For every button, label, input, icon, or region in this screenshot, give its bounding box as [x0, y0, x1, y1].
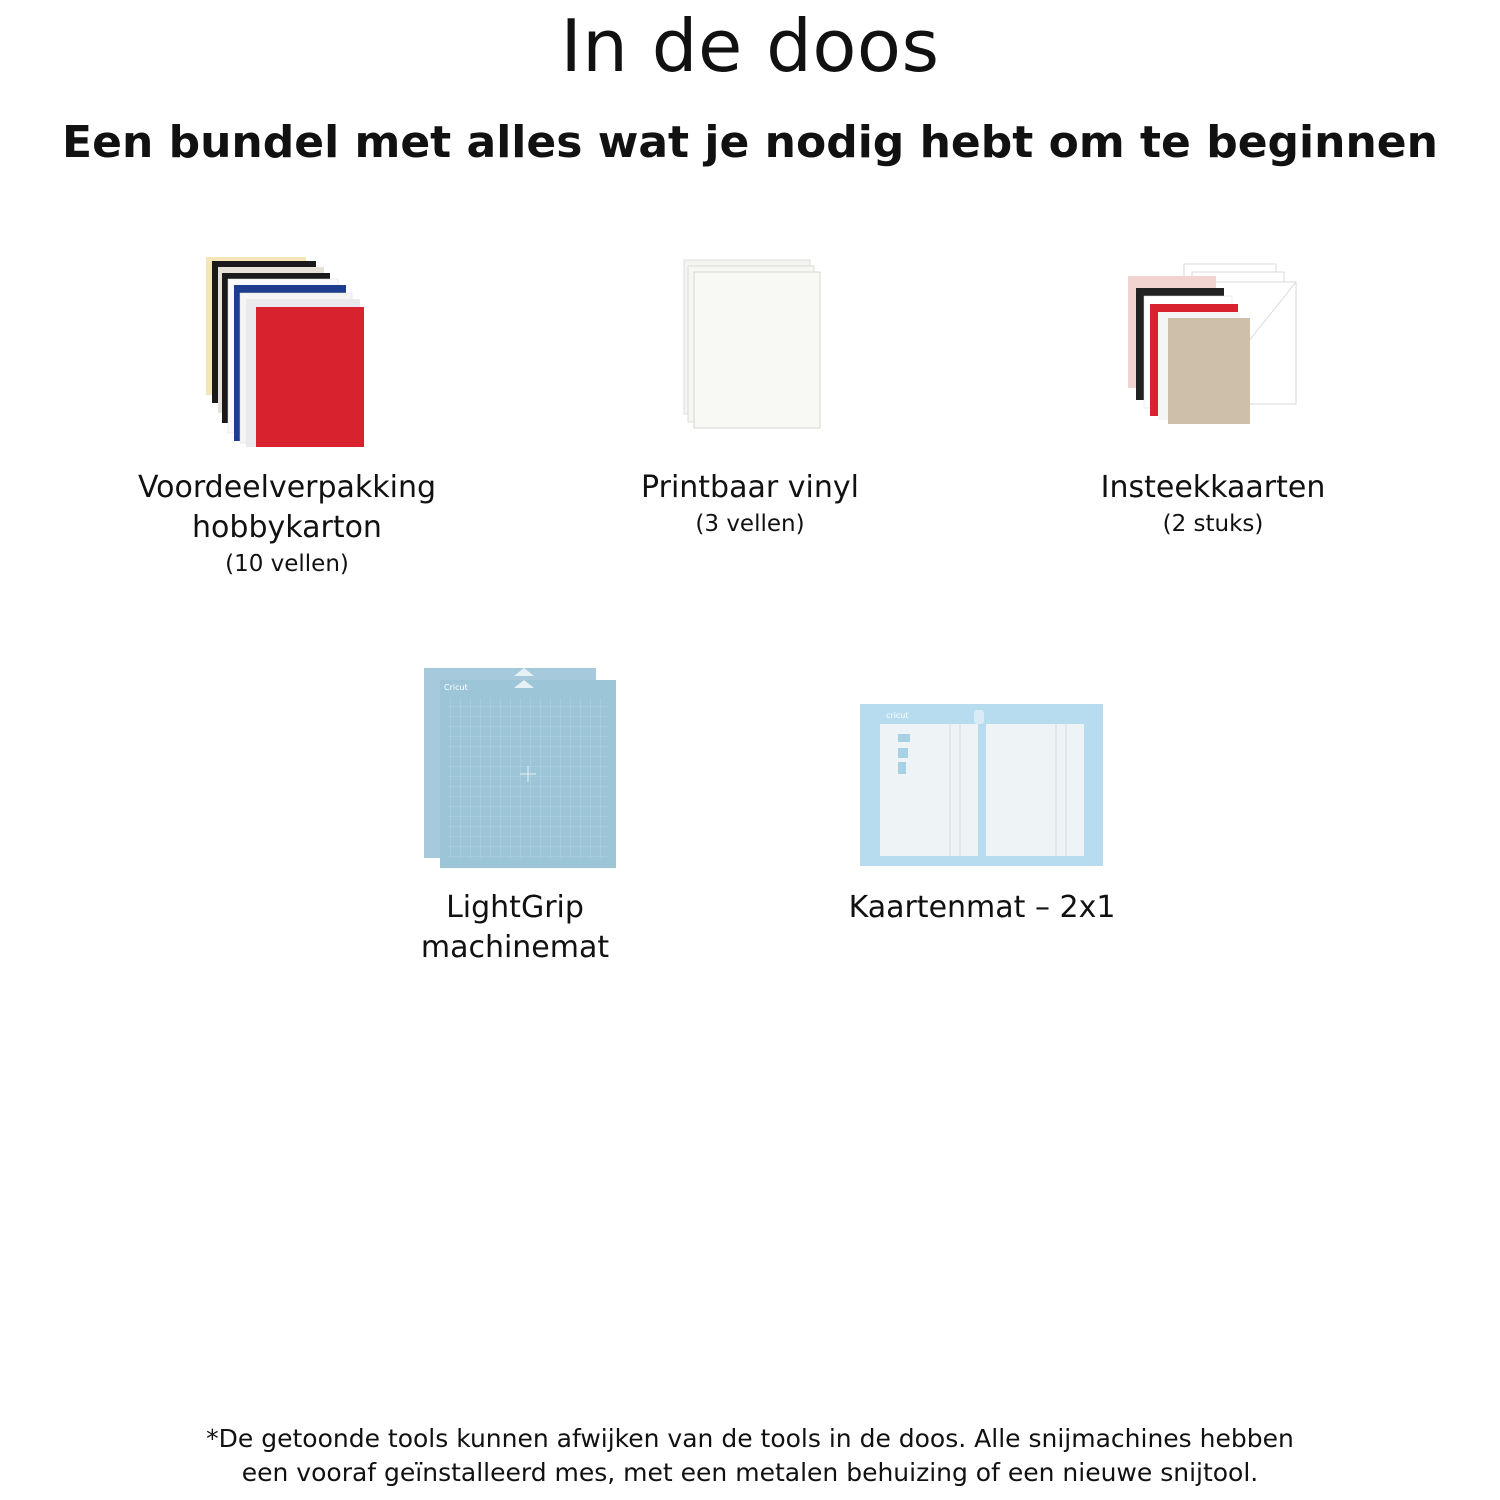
cardstock-stack-image — [200, 255, 370, 450]
page-subtitle: Een bundel met alles wat je nodig hebt om te beginnen — [62, 117, 1438, 168]
item-label-vinyl: Printbaar vinyl — [641, 470, 859, 505]
card-mat-image — [860, 704, 1105, 867]
item-label-lightgrip-line2: machinemat — [420, 930, 610, 965]
lightgrip-mat-image — [420, 666, 620, 871]
page-title: In de doos — [560, 4, 940, 88]
item-detail-cardstock: (10 vellen) — [225, 551, 349, 577]
footnote-line1: *De getoonde tools kunnen afwijken van de tools in de doos. Alle snijmachines hebben — [206, 1424, 1294, 1453]
card-mat-brand-text: cricut — [886, 711, 909, 720]
item-label-cardstock: Voordeelverpakking — [137, 470, 437, 505]
footnote-line2: een vooraf geïnstalleerd mes, met een metalen behuizing of een nieuwe snijtool. — [241, 1458, 1259, 1487]
footnote — [0, 1422, 1500, 1490]
item-label-insert-cards: Insteekkaarten — [1100, 470, 1326, 505]
item-label-lightgrip: LightGrip — [446, 890, 584, 925]
item-label-cardstock-line2: hobbykarton — [192, 510, 382, 545]
item-detail-vinyl: (3 vellen) — [695, 511, 805, 537]
item-detail-insert-cards: (2 stuks) — [1162, 511, 1264, 537]
mat-brand-text: Cricut — [444, 683, 468, 692]
item-label-card-mat: Kaartenmat – 2x1 — [848, 890, 1116, 925]
insert-cards-image — [1120, 262, 1305, 427]
printable-vinyl-image — [678, 258, 828, 433]
